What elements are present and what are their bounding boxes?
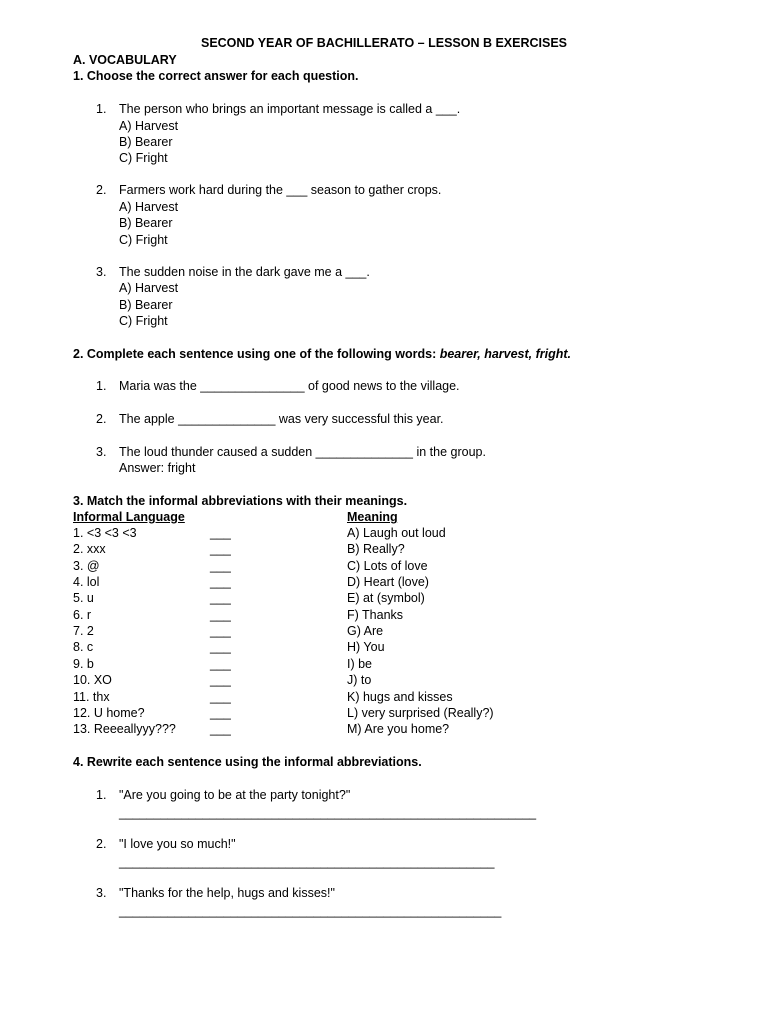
match-row bbox=[73, 705, 673, 721]
sentence-number: 3. bbox=[96, 445, 107, 459]
match-row bbox=[73, 574, 673, 590]
question-text: Farmers work hard during the ___ season to gather crops. bbox=[119, 183, 442, 197]
exercise-3-heading: 3. Match the informal abbreviations with their meanings. bbox=[73, 494, 408, 508]
page-title: SECOND YEAR OF BACHILLERATO – LESSON B EXERCISES bbox=[200, 36, 568, 50]
meaning-option: M) Are you home? bbox=[347, 722, 450, 737]
match-blank[interactable]: ___ bbox=[210, 689, 231, 704]
sentence-text: The loud thunder caused a sudden ______________ in the group. bbox=[119, 445, 486, 459]
exercise-2-word-list: bearer, harvest, fright. bbox=[439, 347, 572, 361]
answer-line[interactable]: ______________________________________________________ bbox=[119, 855, 495, 869]
rewrite-number: 2. bbox=[96, 837, 107, 851]
sentence-number: 1. bbox=[96, 379, 107, 393]
option-a: A) Harvest bbox=[119, 281, 179, 295]
meaning-option: C) Lots of love bbox=[347, 558, 428, 573]
option-b: B) Bearer bbox=[119, 135, 173, 149]
meaning-option: D) Heart (love) bbox=[347, 575, 429, 590]
rewrite-number: 1. bbox=[96, 788, 107, 802]
match-row bbox=[73, 623, 673, 639]
informal-term: 1. <3 <3 <3 bbox=[73, 526, 137, 540]
question-text: The person who brings an important message is called a ___. bbox=[119, 102, 461, 116]
match-blank[interactable]: ___ bbox=[210, 558, 231, 573]
match-row bbox=[73, 656, 673, 672]
answer-line[interactable]: _______________________________________________________ bbox=[119, 904, 502, 918]
column-header-meaning: Meaning bbox=[347, 510, 398, 524]
match-blank[interactable]: ___ bbox=[210, 575, 231, 590]
informal-term: 7. 2 bbox=[73, 624, 94, 639]
section-a-heading: A. VOCABULARY bbox=[73, 53, 177, 67]
question-text: The sudden noise in the dark gave me a ___. bbox=[119, 265, 370, 279]
option-c: C) Fright bbox=[119, 151, 168, 165]
informal-term: 11. thx bbox=[73, 689, 110, 704]
match-row bbox=[73, 672, 673, 688]
informal-term: 9. b bbox=[73, 656, 94, 671]
meaning-option: E) at (symbol) bbox=[347, 591, 425, 606]
option-a: A) Harvest bbox=[119, 119, 179, 133]
match-row bbox=[73, 541, 673, 557]
match-blank[interactable]: ___ bbox=[210, 542, 231, 557]
meaning-option: G) Are bbox=[347, 624, 384, 639]
match-row bbox=[73, 525, 673, 541]
match-blank[interactable]: ___ bbox=[210, 607, 231, 622]
match-blank[interactable]: ___ bbox=[210, 656, 231, 671]
meaning-option: J) to bbox=[347, 673, 372, 688]
match-blank[interactable]: ___ bbox=[210, 624, 231, 639]
exercise-2-heading-prefix: 2. Complete each sentence using one of the following words: bbox=[73, 347, 440, 361]
question-number: 1. bbox=[96, 102, 107, 116]
match-row bbox=[73, 689, 673, 705]
question-number: 2. bbox=[96, 183, 107, 197]
informal-term: 12. U home? bbox=[73, 705, 145, 720]
informal-term: 10. XO bbox=[73, 673, 112, 688]
question-number: 3. bbox=[96, 265, 107, 279]
informal-term: 5. u bbox=[73, 591, 94, 606]
match-row bbox=[73, 607, 673, 623]
meaning-option: L) very surprised (Really?) bbox=[347, 705, 494, 720]
column-header-informal: Informal Language bbox=[73, 510, 185, 524]
match-blank[interactable]: ___ bbox=[210, 673, 231, 688]
meaning-option: A) Laugh out loud bbox=[347, 526, 446, 540]
informal-term: 8. c bbox=[73, 640, 94, 655]
match-row bbox=[73, 639, 673, 655]
option-b: B) Bearer bbox=[119, 298, 173, 312]
match-blank[interactable]: ___ bbox=[210, 526, 231, 540]
exercise-4-heading: 4. Rewrite each sentence using the informal abbreviations. bbox=[73, 755, 422, 769]
match-row bbox=[73, 590, 673, 606]
match-blank[interactable]: ___ bbox=[210, 705, 231, 720]
rewrite-sentence: "I love you so much!" bbox=[119, 837, 236, 851]
rewrite-sentence: "Thanks for the help, hugs and kisses!" bbox=[119, 886, 335, 900]
sentence-text: Maria was the _______________ of good news to the village. bbox=[119, 379, 460, 393]
informal-term: 2. xxx bbox=[73, 542, 106, 557]
option-c: C) Fright bbox=[119, 233, 168, 247]
meaning-option: F) Thanks bbox=[347, 607, 404, 622]
rewrite-number: 3. bbox=[96, 886, 107, 900]
exercise-1-heading: 1. Choose the correct answer for each question. bbox=[73, 69, 359, 83]
meaning-option: I) be bbox=[347, 656, 373, 671]
answer-line[interactable]: ____________________________________________________________ bbox=[119, 806, 537, 820]
meaning-option: H) You bbox=[347, 640, 385, 655]
informal-term: 6. r bbox=[73, 607, 92, 622]
sentence-text: The apple ______________ was very successful this year. bbox=[119, 412, 444, 426]
sentence-number: 2. bbox=[96, 412, 107, 426]
option-a: A) Harvest bbox=[119, 200, 179, 214]
exercise-2-heading bbox=[73, 346, 571, 362]
match-blank[interactable]: ___ bbox=[210, 722, 231, 737]
informal-term: 13. Reeeallyyy??? bbox=[73, 722, 176, 737]
match-row bbox=[73, 721, 673, 737]
option-c: C) Fright bbox=[119, 314, 168, 328]
option-b: B) Bearer bbox=[119, 216, 173, 230]
match-blank[interactable]: ___ bbox=[210, 640, 231, 655]
match-blank[interactable]: ___ bbox=[210, 591, 231, 606]
meaning-option: B) Really? bbox=[347, 542, 405, 557]
rewrite-sentence: "Are you going to be at the party tonight?" bbox=[119, 788, 351, 802]
informal-term: 4. lol bbox=[73, 575, 100, 590]
answer-note: Answer: fright bbox=[119, 461, 196, 475]
informal-term: 3. @ bbox=[73, 558, 100, 573]
meaning-option: K) hugs and kisses bbox=[347, 689, 453, 704]
match-row bbox=[73, 558, 673, 574]
